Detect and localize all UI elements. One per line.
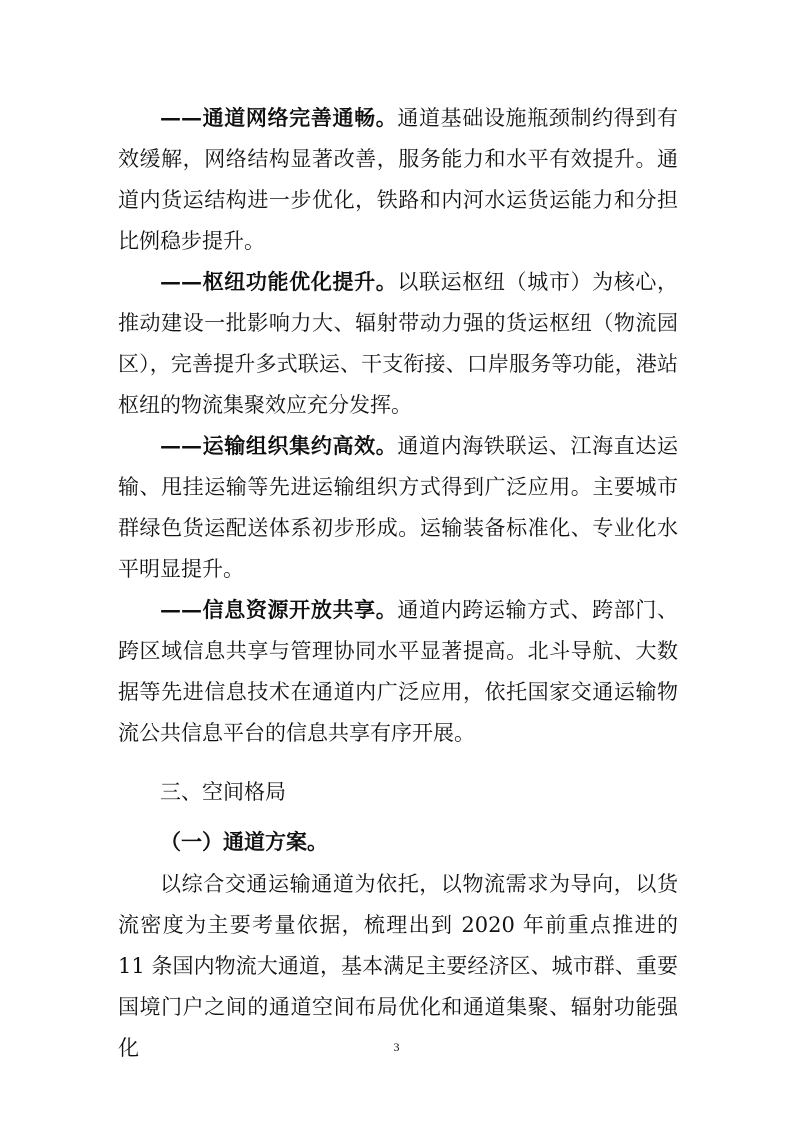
goal-lead-transport: ——运输组织集约高效。 <box>160 433 398 458</box>
goal-lead-information: ——信息资源开放共享。 <box>160 597 398 622</box>
goal-paragraph-network <box>118 97 678 262</box>
body-paragraph: 以综合交通运输通道为依托，以物流需求为导向，以货流密度为主要考量依据，梳理出到 2020 年前重点推进的 11 条国内物流大通道，基本满足主要经济区、城市群、重要国境门户之间的通道空间布局优化和通道集聚、辐射功能强化 <box>118 872 678 1060</box>
subsection-heading: （一）通道方案。 <box>160 829 328 854</box>
goal-lead-network: ——通道网络完善通畅。 <box>160 105 398 130</box>
page-number: 3 <box>393 1040 400 1054</box>
goal-paragraph-hub <box>118 261 678 426</box>
goal-paragraph-transport <box>118 425 678 590</box>
goal-text-information: 通道内跨运输方式、跨部门、跨区域信息共享与管理协同水平显著提高。北斗导航、大数据等先进信息技术在通道内广泛应用，依托国家交通运输物流公共信息平台的信息共享有序开展。 <box>118 598 679 745</box>
goal-text-hub: 以联运枢纽（城市）为核心，推动建设一批影响力大、辐射带动力强的货运枢纽（物流园区），完善提升多式联运、干支衔接、口岸服务等功能，港站枢纽的物流集聚效应充分发挥。 <box>118 270 679 417</box>
goal-paragraph-information <box>118 589 678 754</box>
goal-text-transport: 通道内海铁联运、江海直达运输、甩挂运输等先进运输组织方式得到广泛应用。主要城市群绿色货运配送体系初步形成。运输装备标准化、专业化水平明显提升。 <box>118 434 679 581</box>
goal-text-network: 通道基础设施瓶颈制约得到有效缓解，网络结构显著改善，服务能力和水平有效提升。通道内货运结构进一步优化，铁路和内河水运货运能力和分担比例稳步提升。 <box>118 106 679 253</box>
section-heading: 三、空间格局 <box>160 780 286 804</box>
goal-lead-hub: ——枢纽功能优化提升。 <box>160 269 398 294</box>
